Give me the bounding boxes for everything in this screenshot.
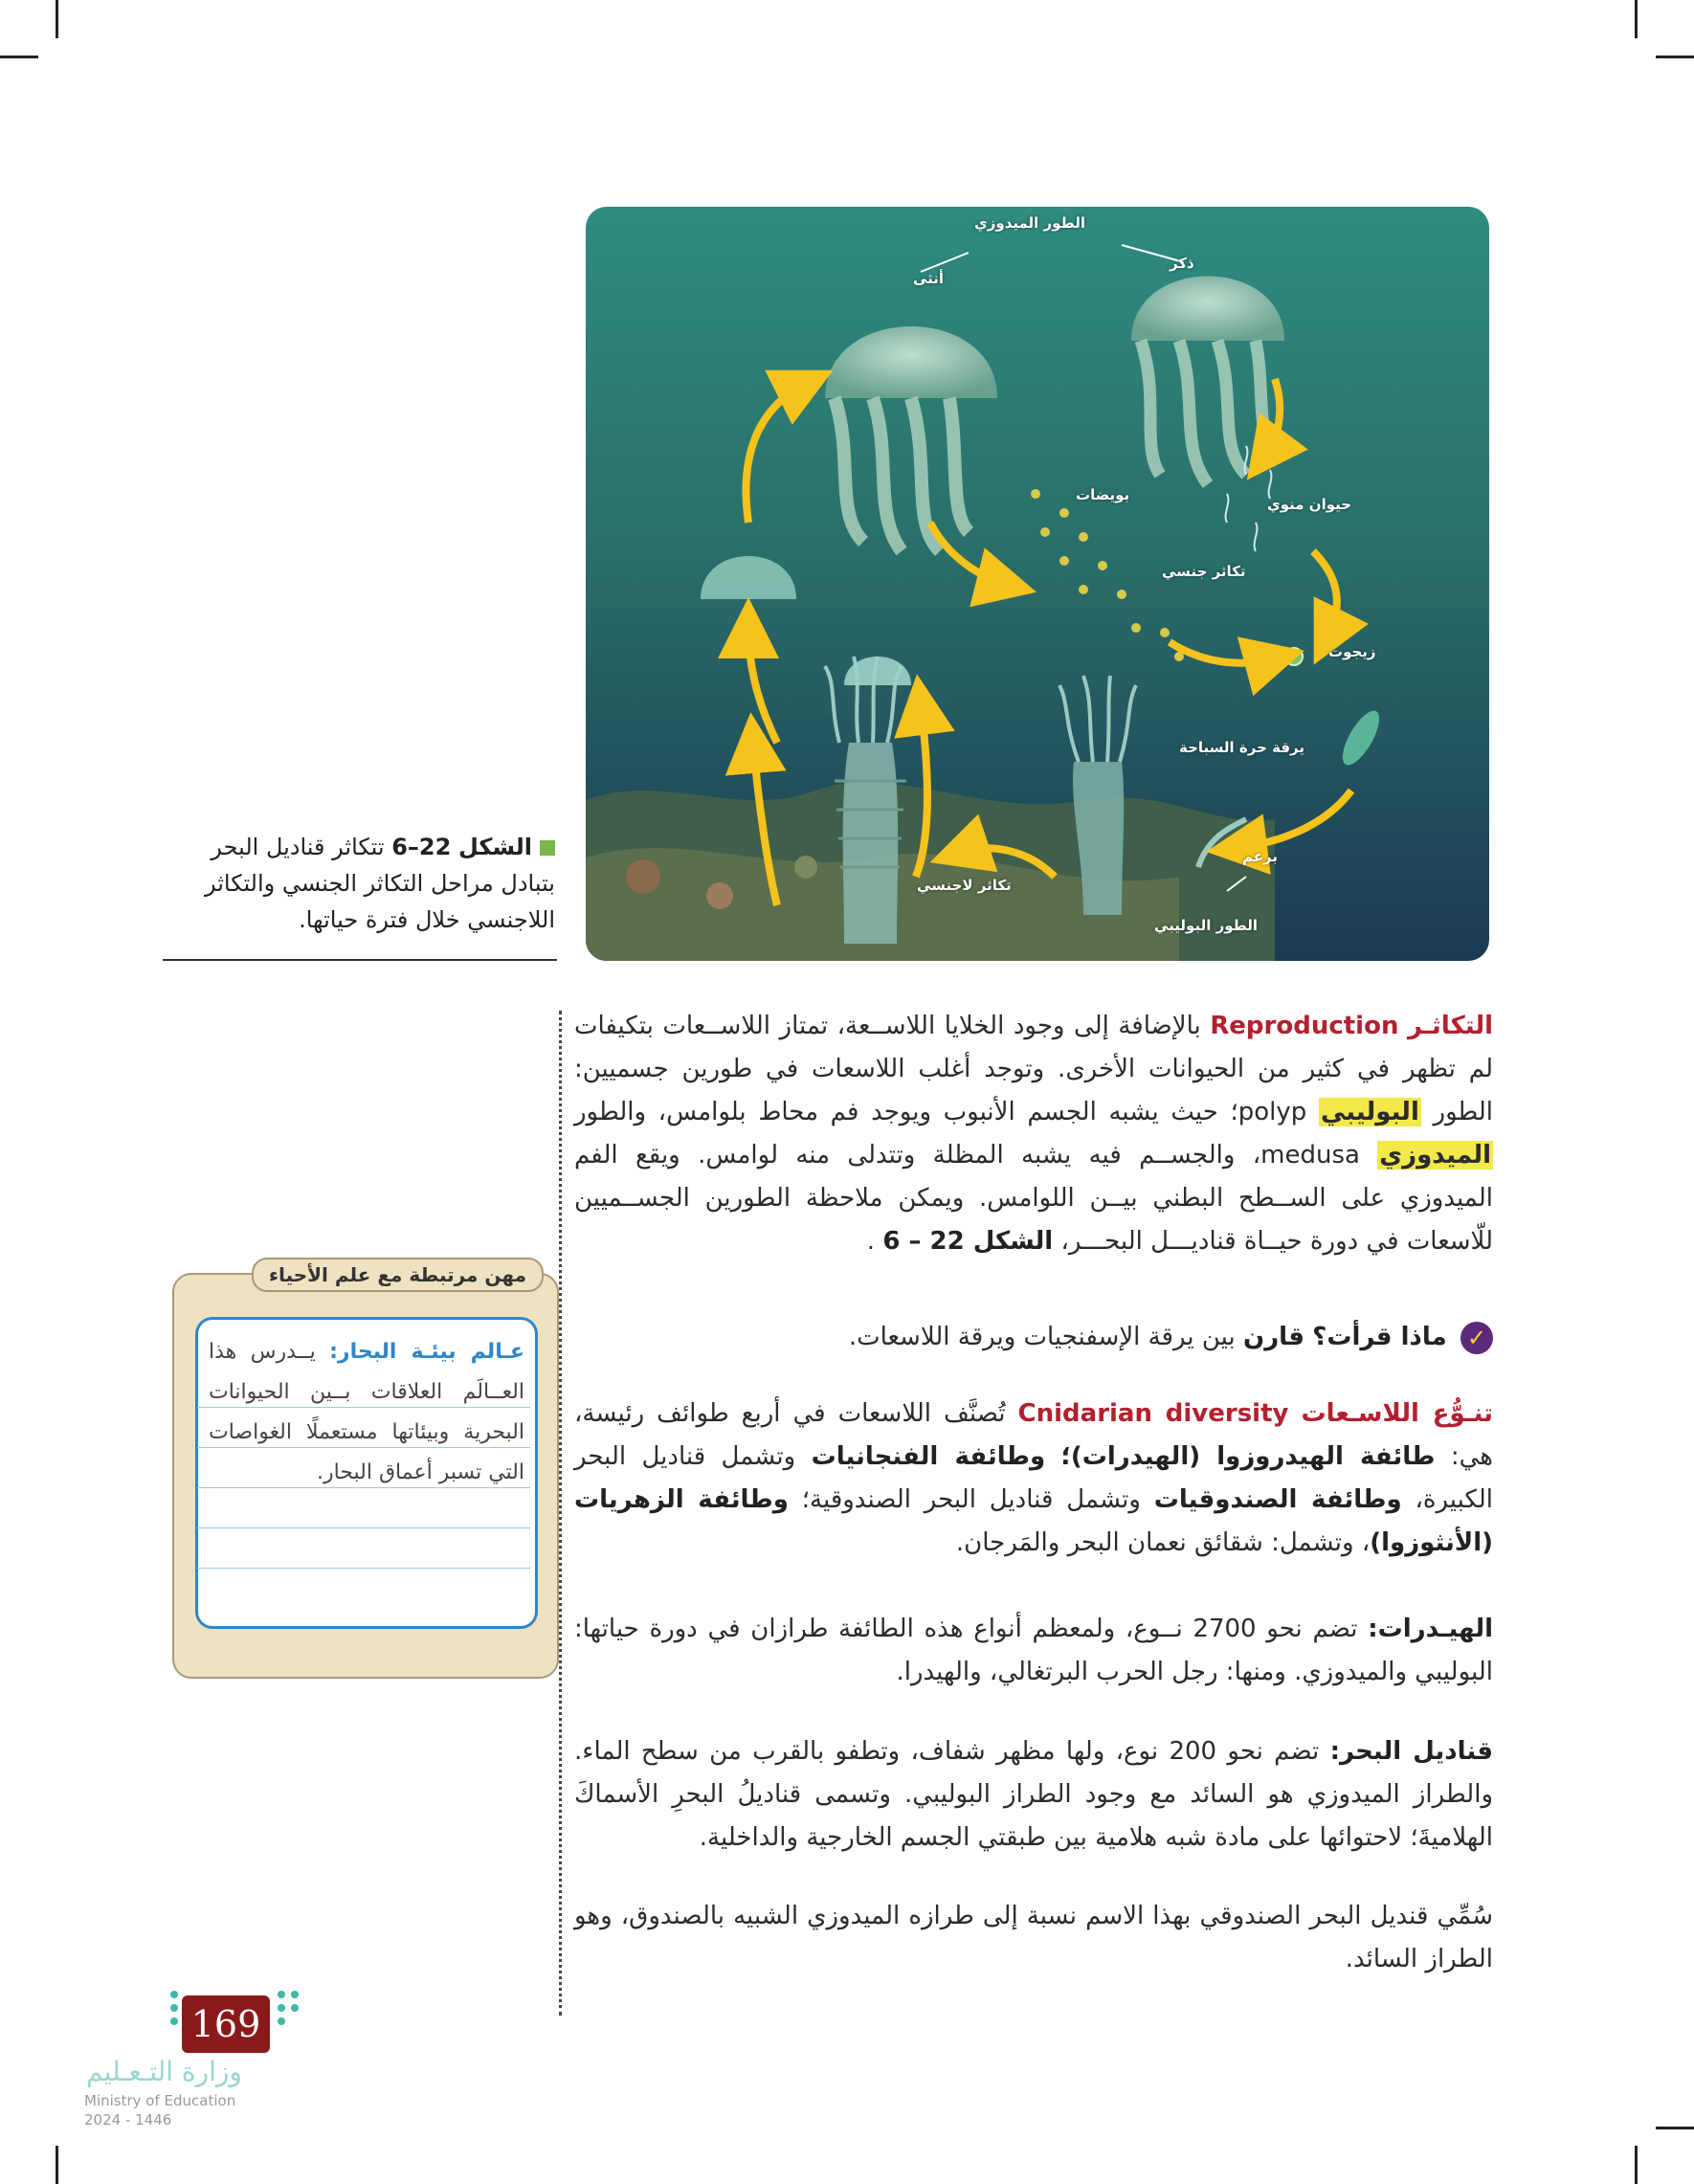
crop-mark [56,0,58,38]
reading-check-instruction: قارن [1243,1323,1304,1351]
scyphozoa-paragraph [574,1730,1493,1860]
decor-dot [170,2004,178,2012]
caption-text: تتكاثر قناديل البحر بتبادل مراحل التكاثر الجنسي والتكاثر اللاجنسي خلال فترة حياتها. [204,834,555,933]
decor-dot [278,2004,285,2012]
crop-mark [1635,2146,1638,2184]
text: polyp [1237,1098,1307,1126]
text: ، والجســم فيه يشبه المظلة وتتدلى منه لوامس. ويقع الفم الميدوزي على الســطح البطني بيــن اللوامس. ويمكن ملاحظة الطورين الجســميين للّاسعات في دورة حيــاة قناديـــل البحـــر، [574,1141,1493,1256]
text: وتشمل قناديل البحر الكبيرة، [574,1442,1493,1514]
label-female: أنثى [913,270,945,287]
text: . [866,1227,876,1256]
class-name: وطائفة الفنجانيات [811,1442,1046,1471]
reading-check [574,1316,1493,1359]
term: الهيـدرات: [1368,1615,1493,1643]
highlight-polyp: البوليبي [1320,1098,1419,1126]
caption-marker [540,840,555,856]
column-divider [559,1011,562,2016]
term-ar: تنـوُّع اللاسـعات [1301,1399,1494,1428]
text: سُمِّي قنديل البحر الصندوقي بهذا الاسم نسبة إلى طرازه الميدوزي الشبيه بالصندوق، وهو الطراز السائد. [574,1902,1493,1973]
crop-mark [56,2146,58,2184]
decor-dot [170,1991,178,1998]
label-bud: برعم [1242,848,1278,865]
sidebar-body: يــدرس هذا العــالَم العلاقات بــين الحيوانات البحرية وبيئاتها مستعملًا الغواصات التي تسبر أعماق البحار. [209,1340,524,1484]
crop-mark [1656,2127,1694,2129]
label-medusa-stage: الطور الميدوزي [974,214,1085,232]
term-ar: التكاثـر [1408,1012,1493,1040]
decor-dot [278,1991,285,1998]
class-name: وطائفة الزهريات (الأنثوزوا) [574,1485,1493,1557]
text: medusa [1260,1141,1360,1170]
ruled-line [197,1568,530,1569]
figure-caption [163,829,555,938]
label-male: ذكر [1170,255,1194,272]
zygote [1285,648,1303,665]
label-sperm: حيوان منوي [1267,496,1352,513]
caption-number: 22–6 [391,834,452,860]
text: ، وتشمل: شقائق نعمان البحر والمَرجان. [955,1528,1371,1557]
page-number: 169 [182,1995,270,2053]
crop-mark [1656,56,1694,58]
figure-reference: الشكل 22 – 6 [882,1227,1054,1256]
text: وتشمل قناديل البحر الصندوقية؛ [801,1485,1141,1514]
term-en: Cnidarian diversity [1017,1399,1289,1428]
term-en: Reproduction [1210,1012,1399,1040]
crop-mark [0,56,38,58]
crop-mark [1635,0,1638,38]
edition-year: 2024 - 1446 [84,2111,172,2128]
caption-rule [163,959,557,961]
class-name: وطائفة الصندوقيات [1153,1485,1402,1514]
text: تُصنَّف اللاسعات في أربع طوائف رئيسة، هي: [574,1399,1494,1471]
ministry-name-en: Ministry of Education [84,2092,236,2109]
careers-sidebar [172,1263,559,1679]
term: قناديل البحر: [1329,1737,1493,1766]
highlight-medusa: الميدوزي [1379,1141,1491,1170]
diversity-paragraph [574,1393,1493,1565]
text: تضم نحو 200 نوع، ولها مظهر شفاف، وتطفو بالقرب من سطح الماء. والطراز الميدوزي هو السائد مع وجود الطراز البوليبي. وتسمى قناديلُ البحرِ الأسماكَ الهلاميةَ؛ لاحتوائها على مادة شبه هلامية بين طبقتي الجسم الخارجية والداخلية. [574,1737,1493,1852]
label-sexual-reproduction: تكاثر جنسي [1162,563,1246,580]
text: بالإضافة إلى وجود الخلايا اللاســعة، تمتاز اللاســعات بتكيفات لم تظهر في كثير من الحيوانات الأخرى. وتوجد أغلب اللاسعات في طورين جسميين: الطور [574,1012,1493,1126]
decor-dot [278,2017,285,2025]
figure-illustration [586,207,1489,961]
reading-check-text: بين يرقة الإسفنجيات ويرقة اللاسعات. [848,1323,1236,1351]
jellyfish-life-cycle-figure [586,207,1489,961]
text: ؛ حيث يشبه الجسم الأنبوب ويوجد فم محاط بلوامس، والطور [574,1098,1238,1126]
hydrozoa-paragraph [574,1608,1493,1694]
decor-dot [291,1991,299,1998]
label-larva: يرقة حرة السباحة [1179,739,1305,756]
sidebar-term: عـالم بيئـة البحار: [329,1340,524,1364]
decor-dot [291,2004,299,2012]
decor-dot [170,2017,178,2025]
ministry-logo-text: وزارة التـعـليم [86,2056,242,2087]
class-name: طائفة الهيدروزوا (الهيدرات) [1070,1442,1436,1471]
sidebar-text [209,1332,524,1493]
text: ؛ [1060,1442,1071,1471]
label-zygote: زيجوت [1328,643,1376,660]
reproduction-paragraph [574,1005,1493,1263]
label-asexual-reproduction: تكاثر لاجنسي [917,877,1012,894]
box-jellyfish-paragraph [574,1895,1493,1981]
text: تضم نحو 2700 نــوع، ولمعظم أنواع هذه الطائفة طرازان في دورة حياتها: البوليبي والميدوزي. ومنها: رجل الحرب البرتغالي، والهيدرا. [574,1615,1493,1686]
ruled-line [197,1527,530,1528]
label-eggs: بويضات [1076,486,1130,503]
sidebar-title: مهن مرتبطة مع علم الأحياء [252,1258,544,1292]
label-polyp-stage: الطور البوليبي [1154,917,1259,934]
caption-prefix: الشكل [457,834,532,860]
reading-check-label: ماذا قرأت؟ [1312,1323,1447,1351]
checkmark-icon: ✓ [1460,1322,1493,1354]
